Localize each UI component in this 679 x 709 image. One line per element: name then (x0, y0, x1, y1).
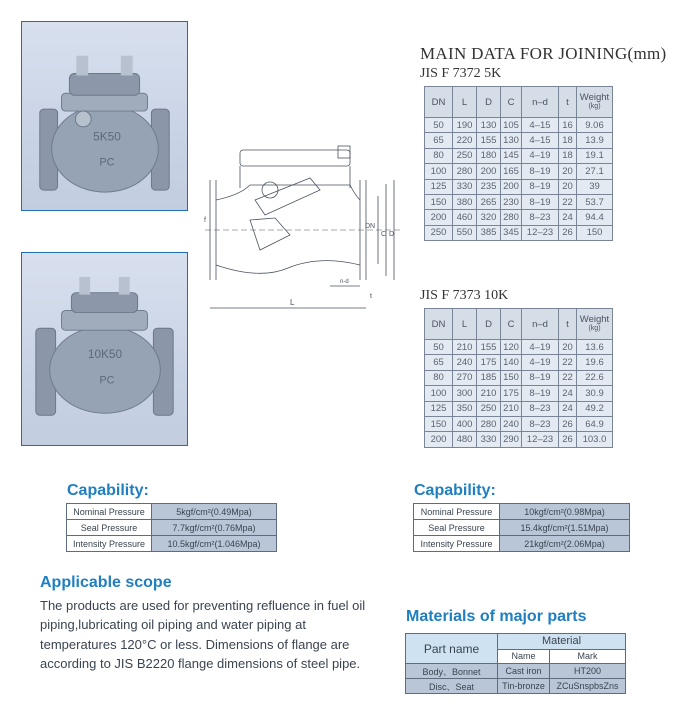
table-cell: 8–23 (522, 416, 559, 431)
table-cell: 100 (425, 164, 453, 179)
table-cell: 200 (425, 210, 453, 225)
table-cell: 155 (477, 340, 501, 355)
main-data-heading: MAIN DATA FOR JOINING(mm) (420, 44, 667, 63)
weight-label: Weight (579, 91, 610, 103)
table-cell: 200 (477, 164, 501, 179)
table-cell: 22 (559, 370, 577, 385)
material-name: Cast iron (498, 664, 550, 679)
table-cell: 145 (501, 148, 522, 163)
material-header: Material (498, 634, 626, 650)
table-cell: 9.06 (577, 118, 613, 133)
table-cell: 120 (501, 340, 522, 355)
table-cell: 8–19 (522, 194, 559, 209)
table-row (67, 536, 277, 552)
table-cell: 185 (477, 370, 501, 385)
capability-label: Seal Pressure (414, 520, 500, 536)
table-cell: 280 (453, 164, 477, 179)
drawing-label-D: D (389, 231, 395, 238)
table-cell: 210 (501, 401, 522, 416)
valve-cross-section-drawing (200, 140, 415, 320)
column-header: n–d (522, 87, 559, 118)
standard-title-5k: JIS F 7372 5K (420, 66, 502, 81)
table-cell: 50 (425, 340, 453, 355)
capability-title-5k: Capability: (67, 482, 149, 499)
weight-label: Weight (579, 313, 610, 325)
drawing-label-n-d: n-d (340, 279, 349, 285)
table-cell: 18 (559, 133, 577, 148)
table-cell: 20 (559, 340, 577, 355)
weight-unit: (kg) (588, 103, 601, 111)
table-cell: 103.0 (577, 432, 613, 447)
weight-unit: (kg) (588, 325, 601, 333)
table-row (414, 520, 630, 536)
column-header: C (501, 309, 522, 340)
table-cell: 26 (559, 416, 577, 431)
column-header: D (477, 87, 501, 118)
table-cell: 100 (425, 386, 453, 401)
table-row (67, 520, 277, 536)
capability-value: 10.5kgf/cm²(1.046Mpa) (152, 536, 277, 552)
table-cell: 290 (501, 432, 522, 447)
table-cell: 280 (501, 210, 522, 225)
table-body (425, 340, 613, 448)
table-row (425, 210, 613, 225)
table-cell: 8–19 (522, 164, 559, 179)
table-cell: 8–23 (522, 401, 559, 416)
table-cell: 27.1 (577, 164, 613, 179)
table-row (425, 194, 613, 209)
column-header-weight (577, 309, 613, 340)
table-cell: 345 (501, 225, 522, 240)
drawing-label-DN: DN (365, 223, 376, 230)
table-cell: 125 (425, 401, 453, 416)
capability-label: Intensity Pressure (414, 536, 500, 552)
table-cell: 94.4 (577, 210, 613, 225)
table-cell: 8–19 (522, 386, 559, 401)
table-cell: 230 (501, 194, 522, 209)
photo-brand-5k: PC (99, 156, 115, 169)
table-cell: 235 (477, 179, 501, 194)
table-cell: 300 (453, 386, 477, 401)
table-cell: 80 (425, 148, 453, 163)
standard-title-10k: JIS F 7373 10K (420, 288, 509, 303)
table-cell: 16 (559, 118, 577, 133)
material-mark-header: Mark (550, 649, 626, 663)
capability-label: Nominal Pressure (414, 504, 500, 520)
capability-value: 10kgf/cm²(0.98Mpa) (500, 504, 630, 520)
table-cell: 8–19 (522, 179, 559, 194)
table-cell: 265 (477, 194, 501, 209)
capability-value: 7.7kgf/cm²(0.76Mpa) (152, 520, 277, 536)
table-cell: 150 (425, 416, 453, 431)
drawing-label-L: L (290, 298, 295, 307)
drawing-label-C: C (381, 231, 387, 238)
table-cell: 4–19 (522, 355, 559, 370)
table-cell: 50 (425, 118, 453, 133)
table-cell: 12–23 (522, 225, 559, 240)
valve-photo-5k (21, 21, 188, 211)
table-cell: 175 (501, 386, 522, 401)
table-cell: 200 (501, 179, 522, 194)
capability-label: Seal Pressure (67, 520, 152, 536)
capability-label: Nominal Pressure (67, 504, 152, 520)
column-header: DN (425, 87, 453, 118)
material-name: Tin-bronze (498, 679, 550, 694)
table-row (425, 164, 613, 179)
table-cell: 20 (559, 179, 577, 194)
table-cell: 165 (501, 164, 522, 179)
photo-brand-10k: PC (99, 374, 115, 387)
table-row (425, 355, 613, 370)
column-header: L (453, 87, 477, 118)
table-cell: 8–19 (522, 370, 559, 385)
table-cell: 175 (477, 355, 501, 370)
table-cell: 190 (453, 118, 477, 133)
table-cell: 400 (453, 416, 477, 431)
column-header: DN (425, 309, 453, 340)
dimension-table-10k (424, 308, 613, 448)
table-cell: 350 (453, 401, 477, 416)
valve-photo-10k (21, 252, 188, 446)
table-cell: 250 (453, 148, 477, 163)
table-cell: 320 (477, 210, 501, 225)
table-row (425, 432, 613, 447)
table-cell: 30.9 (577, 386, 613, 401)
table-cell: 180 (477, 148, 501, 163)
table-cell: 130 (477, 118, 501, 133)
capability-value: 15.4kgf/cm²(1.51Mpa) (500, 520, 630, 536)
table-cell: 330 (453, 179, 477, 194)
scope-title: Applicable scope (40, 574, 172, 591)
table-cell: 80 (425, 370, 453, 385)
column-header: t (559, 309, 577, 340)
table-cell: 65 (425, 133, 453, 148)
table-cell: 4–15 (522, 118, 559, 133)
drawing-label-t: t (370, 293, 372, 300)
table-row (425, 340, 613, 355)
table-body (425, 118, 613, 241)
table-cell: 130 (501, 133, 522, 148)
table-row (425, 148, 613, 163)
table-cell: 22 (559, 355, 577, 370)
table-cell: 385 (477, 225, 501, 240)
table-cell: 53.7 (577, 194, 613, 209)
dimension-table-5k (424, 86, 613, 241)
table-cell: 12–23 (522, 432, 559, 447)
table-cell: 22 (559, 194, 577, 209)
table-cell: 18 (559, 148, 577, 163)
table-cell: 8–23 (522, 210, 559, 225)
column-header: C (501, 87, 522, 118)
table-cell: 105 (501, 118, 522, 133)
part-name-header: Part name (406, 634, 498, 664)
table-cell: 210 (453, 340, 477, 355)
table-cell: 24 (559, 401, 577, 416)
table-row (425, 401, 613, 416)
table-cell: 4–19 (522, 148, 559, 163)
table-cell: 49.2 (577, 401, 613, 416)
table-cell: 24 (559, 210, 577, 225)
table-cell: 480 (453, 432, 477, 447)
table-cell: 270 (453, 370, 477, 385)
table-cell: 24 (559, 386, 577, 401)
table-cell: 64.9 (577, 416, 613, 431)
table-cell: 550 (453, 225, 477, 240)
capability-label: Intensity Pressure (67, 536, 152, 552)
table-cell: 150 (577, 225, 613, 240)
table-row (406, 664, 626, 679)
table-row (425, 118, 613, 133)
column-header: t (559, 87, 577, 118)
table-row (425, 386, 613, 401)
table-cell: 220 (453, 133, 477, 148)
table-row (425, 133, 613, 148)
capability-value: 21kgf/cm²(2.06Mpa) (500, 536, 630, 552)
table-row (414, 536, 630, 552)
part-name: Body、Bonnet (406, 664, 498, 679)
table-cell: 280 (477, 416, 501, 431)
table-cell: 22.6 (577, 370, 613, 385)
materials-title: Materials of major parts (406, 608, 587, 625)
material-mark: ZCuSnspbsZns (550, 679, 626, 694)
table-cell: 140 (501, 355, 522, 370)
table-cell: 13.9 (577, 133, 613, 148)
table-row (414, 504, 630, 520)
capability-table-10k (413, 503, 630, 552)
table-cell: 4–15 (522, 133, 559, 148)
part-name: Disc、Seat (406, 679, 498, 694)
table-row (425, 416, 613, 431)
table-cell: 330 (477, 432, 501, 447)
table-cell: 250 (425, 225, 453, 240)
drawing-label-f: f (204, 217, 206, 224)
table-cell: 460 (453, 210, 477, 225)
table-cell: 210 (477, 386, 501, 401)
table-row (67, 504, 277, 520)
capability-title-10k: Capability: (414, 482, 496, 499)
material-name-header: Name (498, 649, 550, 663)
table-cell: 125 (425, 179, 453, 194)
table-cell: 380 (453, 194, 477, 209)
photo-marking-10k: 10K50 (87, 346, 123, 361)
column-header: D (477, 309, 501, 340)
table-cell: 26 (559, 432, 577, 447)
capability-value: 5kgf/cm²(0.49Mpa) (152, 504, 277, 520)
table-cell: 250 (477, 401, 501, 416)
table-row (425, 225, 613, 240)
table-row (425, 179, 613, 194)
materials-table (405, 633, 626, 694)
table-cell: 39 (577, 179, 613, 194)
table-cell: 4–19 (522, 340, 559, 355)
table-cell: 150 (425, 194, 453, 209)
table-cell: 155 (477, 133, 501, 148)
table-cell: 150 (501, 370, 522, 385)
table-cell: 13.6 (577, 340, 613, 355)
table-cell: 26 (559, 225, 577, 240)
table-cell: 240 (501, 416, 522, 431)
column-header-weight (577, 87, 613, 118)
scope-text: The products are used for preventing refluence in fuel oil piping,lubricating oil piping and water piping at temperatures 120°C or less. Dimensions of flange are according to JIS B2220 flange dimensions of steel pipe. (40, 598, 366, 671)
table-row (425, 370, 613, 385)
table-cell: 19.6 (577, 355, 613, 370)
column-header: n–d (522, 309, 559, 340)
material-mark: HT200 (550, 664, 626, 679)
table-row (406, 679, 626, 694)
photo-marking-5k: 5K50 (93, 129, 121, 144)
capability-table-5k (66, 503, 277, 552)
table-cell: 200 (425, 432, 453, 447)
table-cell: 20 (559, 164, 577, 179)
column-header: L (453, 309, 477, 340)
table-cell: 240 (453, 355, 477, 370)
table-cell: 19.1 (577, 148, 613, 163)
table-cell: 65 (425, 355, 453, 370)
